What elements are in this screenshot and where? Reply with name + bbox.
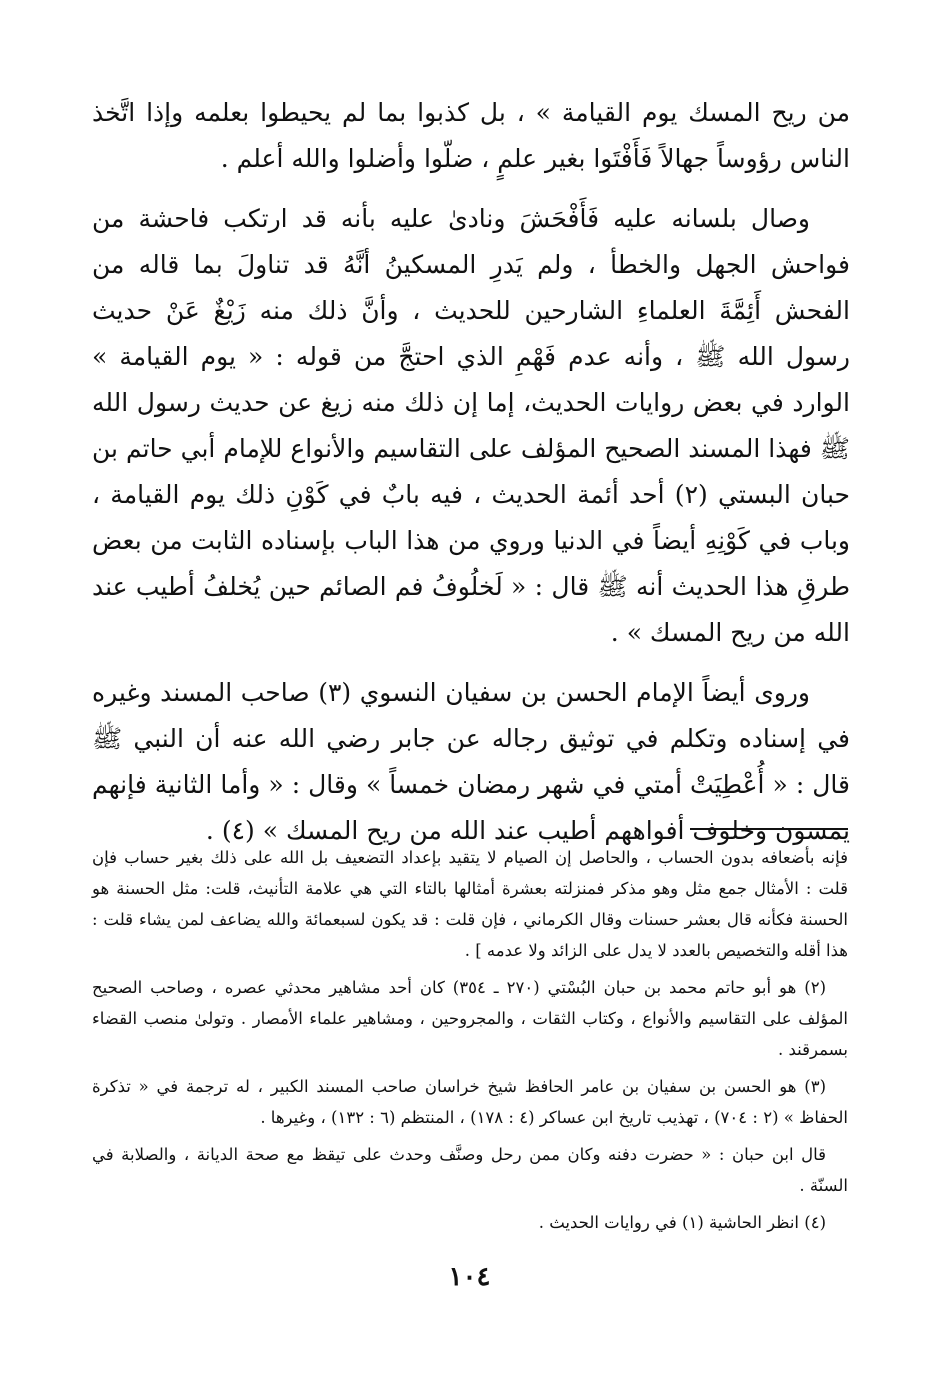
main-text (92, 90, 850, 854)
paragraph-nasawi: وروى أيضاً الإمام الحسن بن سفيان النسوي (٣) صاحب المسند وغيره في إسناده وتكلم في توثيق رجاله عن جابر رضي الله عنه أن النبي ﷺ قال : « أُعْطِيَتْ أمتي في شهر رمضان خمساً » وقال : « وأما الثانية فإنهم يمسون وخلوف أفواههم أطيب عند الله من ريح المسك » (٤) . (92, 678, 850, 845)
footnote-continuation: فإنه بأضعافه بدون الحساب ، والحاصل إن الصيام لا يتقيد بإعداد التضعيف بل الله على ذلك بغير حساب فإن قلت : الأمثال جمع مثل وهو مذكر فمنزلته بعشرة أمثالها بالتاء التي هي علامة التأنيث، قلت: مثل الحسنة هو الحسنة فكأنه قال بعشر حسنات وقال الكرماني ، فإن قلت : قد يكون لسبعمائة والله يضاعف لمن يشاء قلت : هذا أقله والتخصيص بالعدد لا يدل على الزائد ولا عدمه ] . (92, 848, 848, 960)
footnotes (92, 842, 848, 1238)
page-number: ١٠٤ (448, 1262, 491, 1292)
footnote-3: (٣) هو الحسن بن سفيان بن عامر الحافظ شيخ خراسان صاحب المسند الكبير ، له ترجمة في « تذكرة الحفاظ » (٢ : ٧٠٤) ، تهذيب تاريخ ابن عساكر (٤ : ١٧٨) ، المنتظم (٦ : ١٣٢) ، وغيرها . (92, 1077, 848, 1127)
footnote-separator (690, 828, 848, 830)
paragraph-ibn-hibban: وصال بلسانه عليه فَأَفْحَشَ ونادىٰ عليه بأنه قد ارتكب فاحشة من فواحش الجهل والخطأ ، ولم يَدرِ المسكينُ أنَّهُ قد تناولَ بما قاله من الفحش أَئِمَّةَ العلماءِ الشارحين للحديث ، وأنَّ ذلك منه زَيْغٌ عَنْ حديث رسول الله ﷺ ، وأنه عدم فَهْمِ الذي احتجَّ من قوله : « يوم القيامة » الوارد في بعض روايات الحديث، إما إن ذلك منه زيغ عن حديث رسول الله ﷺ فهذا المسند الصحيح المؤلف على التقاسيم والأنواع للإمام أبي حاتم بن حبان البستي (٢) أحد أئمة الحديث ، فيه بابٌ في كَوْنِ ذلك يوم القيامة ، وباب في كَوْنِهِ أيضاً في الدنيا وروي من هذا الباب بإسناده الثابت من بعض طرقِ هذا الحديث أنه ﷺ قال : « لَخلُوفُ فم الصائم حين يُخلفُ أطيب عند الله من ريح المسك » . (92, 204, 850, 647)
footnote-2: (٢) هو أبو حاتم محمد بن حبان البُسْتي (٢٧٠ ـ ٣٥٤) كان أحد مشاهير محدثي عصره ، وصاحب الصحيح المؤلف على التقاسيم والأنواع ، وكتاب الثقات ، والمجروحين ، ومشاهير علماء الأمصار . وتولىٰ منصب القضاء بسمرقند . (92, 978, 848, 1059)
footnote-3-quote: قال ابن حبان : « حضرت دفنه وكان ممن رحل وصنَّف وحدث على تيقظ مع صحة الديانة ، والصلابة في السنّة . (92, 1145, 848, 1195)
paragraph-continuation: من ريح المسك يوم القيامة » ، بل كذبوا بما لم يحيطوا بعلمه وإذا اتَّخذ الناس رؤوساً جهالاً فَأَفْتَوا بغير علمٍ ، ضلّوا وأضلوا والله أعلم . (92, 98, 850, 173)
footnote-4: (٤) انظر الحاشية (١) في روايات الحديث . (538, 1213, 826, 1232)
